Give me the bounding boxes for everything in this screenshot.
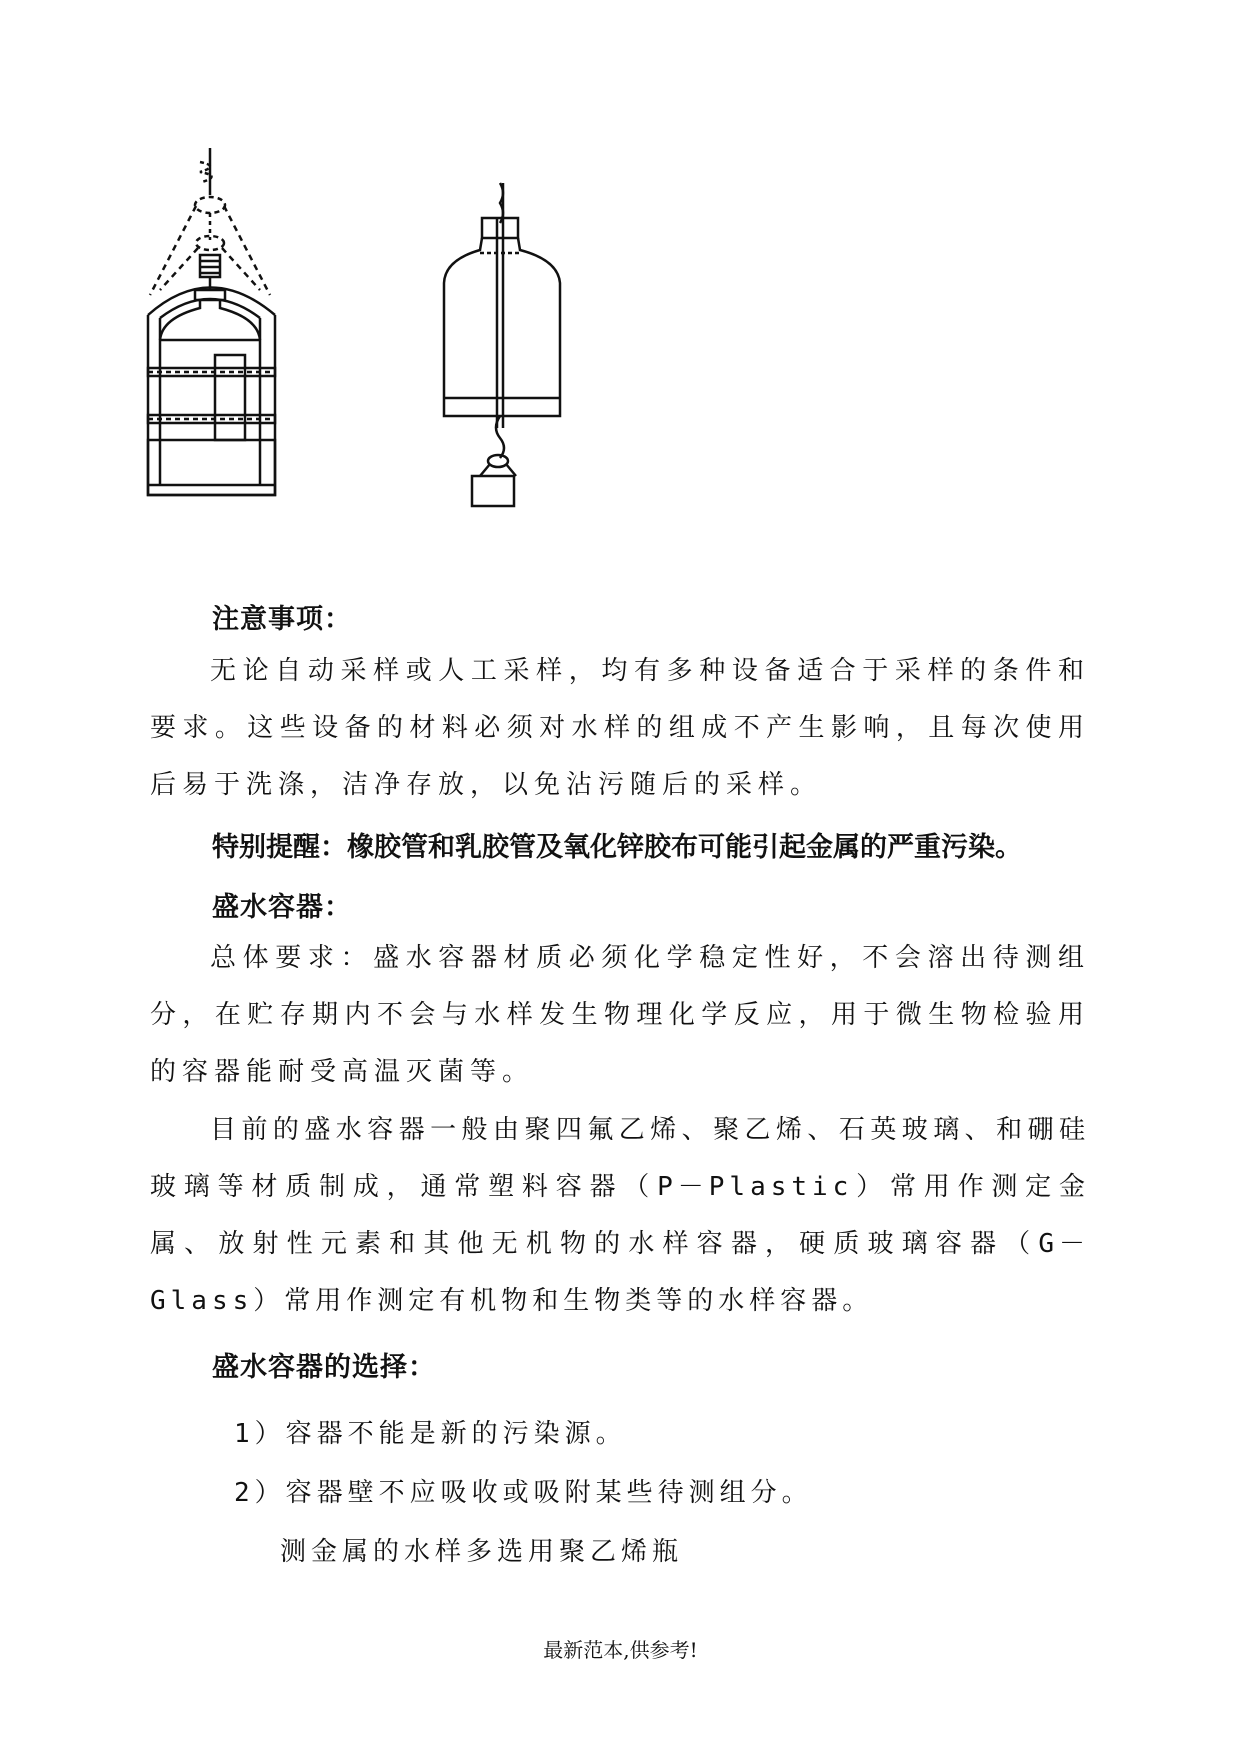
heading-water-containers: 盛水容器： xyxy=(212,892,352,923)
list-item: 2）容器壁不应吸收或吸附某些待测组分。 xyxy=(234,1478,813,1508)
page-footer: 最新范本,供参考! xyxy=(543,1638,698,1662)
heading-container-selection: 盛水容器的选择： xyxy=(212,1352,436,1383)
weighted-bottle-illustration xyxy=(440,178,595,508)
framed-sampler-illustration xyxy=(140,140,315,505)
special-alert: 特别提醒：橡胶管和乳胶管及氧化锌胶布可能引起金属的严重污染。 xyxy=(212,832,1022,863)
metal-sample-note: 测金属的水样多选用聚乙烯瓶 xyxy=(280,1537,684,1567)
paragraph-container-materials: 目前的盛水容器一般由聚四氟乙烯、聚乙烯、石英玻璃、和硼硅玻璃等材质制成，通常塑料容器（P－Plastic）常用作测定金属、放射性元素和其他无机物的水样容器，硬质玻璃容器（G－Glass）常用作测定有机物和生物类等的水样容器。 xyxy=(150,1115,1090,1316)
list-item: 1）容器不能是新的污染源。 xyxy=(234,1419,627,1449)
heading-precautions: 注意事项： xyxy=(212,604,352,635)
paragraph-precautions: 无论自动采样或人工采样，均有多种设备适合于采样的条件和要求。这些设备的材料必须对水样的组成不产生影响，且每次使用后易于洗涤，洁净存放，以免沾污随后的采样。 xyxy=(150,656,1090,800)
paragraph-general-requirements: 总体要求：盛水容器材质必须化学稳定性好，不会溶出待测组分，在贮存期内不会与水样发生物理化学反应，用于微生物检验用的容器能耐受高温灭菌等。 xyxy=(150,943,1090,1087)
